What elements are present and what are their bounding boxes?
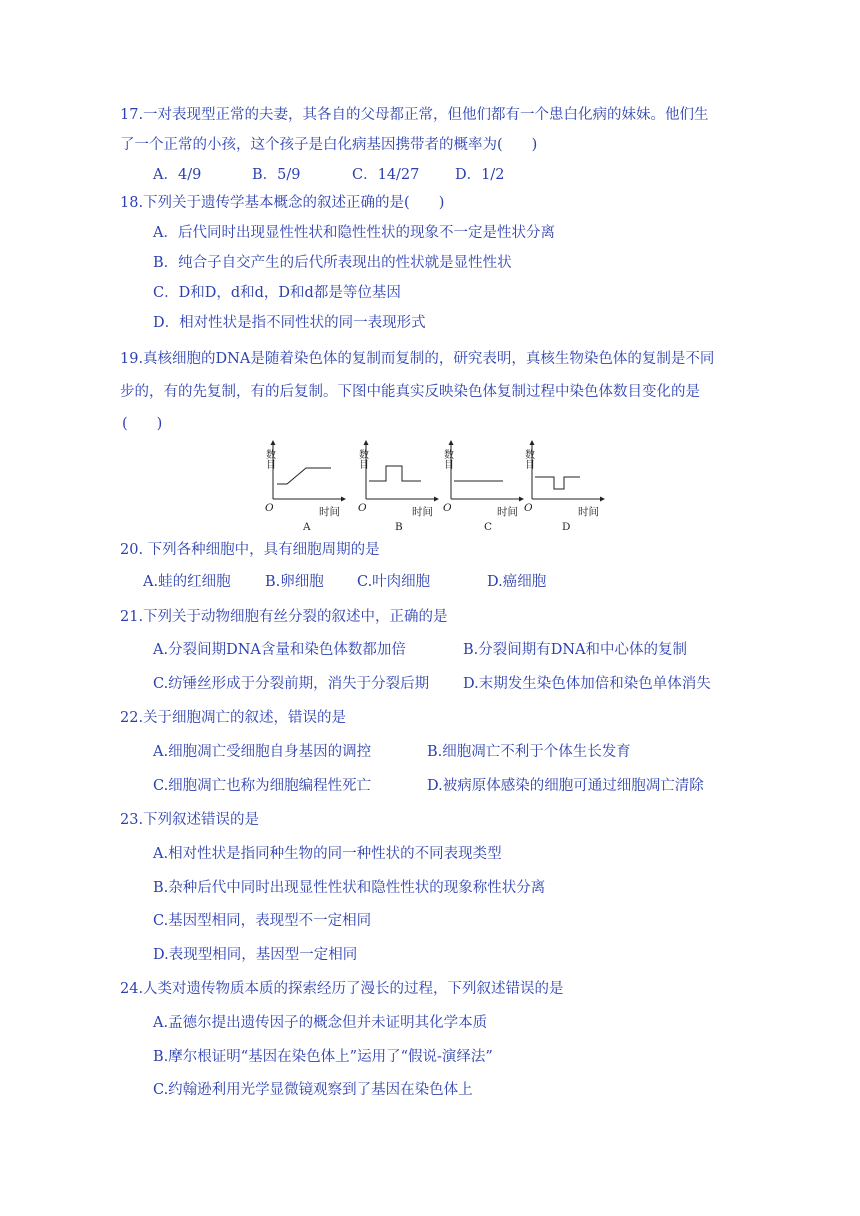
q20-option-b: B.卵细胞 — [265, 574, 324, 590]
graph-d-y-label: 数目 — [522, 449, 534, 469]
graph-a-x-label: 时间 — [319, 506, 340, 518]
q18-option-d: D．相对性状是指不同性状的同一表现形式 — [153, 315, 426, 331]
q17-stem-line2: 了一个正常的小孩，这个孩子是白化病基因携带者的概率为( ) — [120, 137, 538, 153]
graph-b-curve — [369, 466, 421, 481]
graph-a-y-label-1: 数目 — [263, 449, 275, 469]
graph-d-x-label: 时间 — [578, 506, 599, 518]
graph-a-curve — [277, 468, 331, 484]
q19-stem-line2: 步的，有的先复制，有的后复制。下图中能真实反映染色体复制过程中染色体数目变化的是 — [120, 384, 700, 400]
graph-d-origin: O — [524, 502, 533, 514]
q19-stem-line1: 19.真核细胞的DNA是随着染色体的复制而复制的，研究表明，真核生物染色体的复制是不同 — [120, 351, 715, 367]
graph-b-y-label: 数目 — [356, 449, 368, 469]
q21-option-b: B.分裂间期有DNA和中心体的复制 — [463, 642, 688, 658]
graph-a-origin: O — [265, 502, 274, 514]
q18-option-a: A．后代同时出现显性性状和隐性性状的现象不一定是性状分离 — [153, 225, 555, 241]
q23-option-b: B.杂种后代中同时出现显性性状和隐性性状的现象称性状分离 — [153, 880, 546, 896]
q21-option-a: A.分裂间期DNA含量和染色体数都加倍 — [153, 642, 406, 658]
q19-chromosome-graphs — [255, 437, 615, 535]
graph-d — [530, 440, 606, 502]
q23-option-a: A.相对性状是指同种生物的同一种性状的不同表现类型 — [153, 846, 502, 862]
graph-c-y-label: 数目 — [441, 449, 453, 469]
graph-b-origin: O — [358, 502, 367, 514]
q17-option-b: B．5/9 — [252, 167, 301, 183]
graph-c-origin: O — [443, 502, 452, 514]
q22-option-c: C.细胞凋亡也称为细胞编程性死亡 — [153, 778, 372, 794]
q18-option-c: C．D和D，d和d，D和d都是等位基因 — [153, 285, 401, 301]
graph-c-letter: C — [484, 521, 493, 533]
q23-option-c: C.基因型相同，表现型不一定相同 — [153, 913, 372, 929]
q21-option-c: C.纺锤丝形成于分裂前期，消失于分裂后期 — [153, 676, 430, 692]
q18-stem: 18.下列关于遗传学基本概念的叙述正确的是( ) — [120, 195, 445, 211]
q24-option-c: C.约翰逊利用光学显微镜观察到了基因在染色体上 — [153, 1082, 473, 1098]
graph-a — [271, 440, 347, 502]
q19-stem-line3: ( ) — [122, 416, 163, 432]
q22-stem: 22.关于细胞凋亡的叙述，错误的是 — [120, 710, 347, 726]
q17-stem-line1: 17.一对表现型正常的夫妻，其各自的父母都正常，但他们都有一个患白化病的妹妹。他们生 — [120, 107, 709, 123]
graph-c — [449, 440, 525, 502]
q24-option-b: B.摩尔根证明“基因在染色体上”运用了“假说-演绎法” — [153, 1049, 493, 1065]
q24-stem: 24.人类对遗传物质本质的探索经历了漫长的过程，下列叙述错误的是 — [120, 981, 564, 997]
graph-b-x-label: 时间 — [412, 506, 433, 518]
q17-option-c: C．14/27 — [352, 167, 420, 183]
q17-option-a: A．4/9 — [153, 167, 202, 183]
q24-option-a: A.孟德尔提出遗传因子的概念但并未证明其化学本质 — [153, 1015, 488, 1031]
q17-option-d: D．1/2 — [455, 167, 505, 183]
q23-option-d: D.表现型相同，基因型一定相同 — [153, 947, 358, 963]
q18-option-b: B．纯合子自交产生的后代所表现出的性状就是显性性状 — [153, 255, 512, 271]
graph-b — [364, 440, 440, 502]
q21-option-d: D.末期发生染色体加倍和染色单体消失 — [463, 676, 711, 692]
q20-option-d: D.癌细胞 — [487, 574, 547, 590]
graph-d-letter: D — [562, 521, 571, 533]
q22-option-d: D.被病原体感染的细胞可通过细胞凋亡清除 — [427, 778, 704, 794]
graph-b-letter: B — [395, 521, 403, 533]
q20-option-a: A.蛙的红细胞 — [143, 574, 231, 590]
graph-c-x-label: 时间 — [497, 506, 518, 518]
graph-a-letter: A — [303, 521, 311, 533]
q20-stem: 20. 下列各种细胞中，具有细胞周期的是 — [120, 542, 380, 558]
q23-stem: 23.下列叙述错误的是 — [120, 812, 260, 828]
q20-option-c: C.叶肉细胞 — [357, 574, 431, 590]
graph-d-curve — [535, 477, 580, 489]
q21-stem: 21.下列关于动物细胞有丝分裂的叙述中，正确的是 — [120, 609, 448, 625]
q22-option-b: B.细胞凋亡不利于个体生长发育 — [427, 744, 631, 760]
q22-option-a: A.细胞凋亡受细胞自身基因的调控 — [153, 744, 372, 760]
